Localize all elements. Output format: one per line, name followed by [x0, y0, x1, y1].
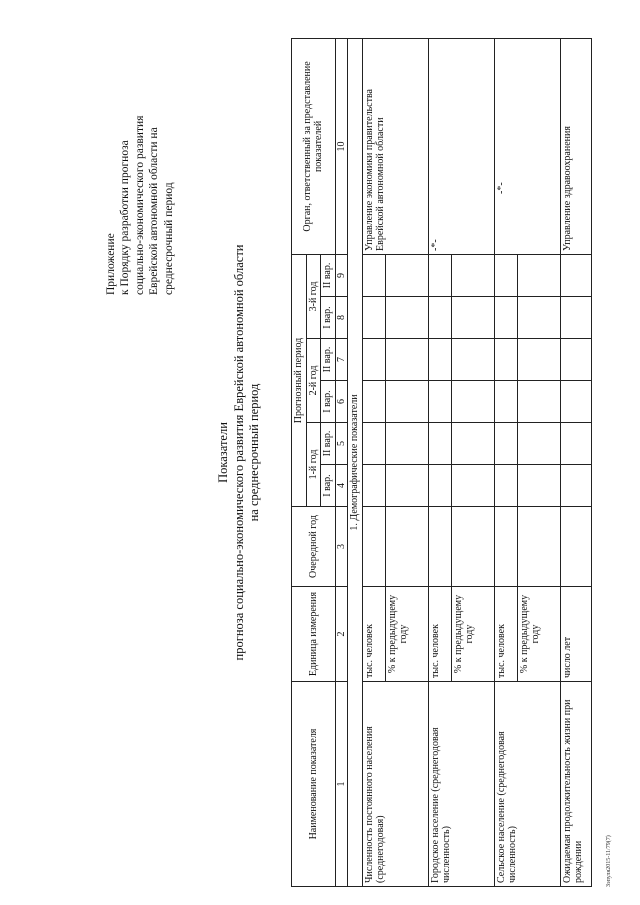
- header-next-year: Очередной год: [292, 507, 336, 587]
- appendix-line: Приложение: [105, 233, 117, 295]
- indicator-name: Численность постоянного населения (среднегодовая): [362, 682, 428, 887]
- organ-cell: -*-: [428, 38, 494, 254]
- unit-cell: тыс. человек: [494, 587, 517, 682]
- document-stamp: Зэпуля2015-11/79(7): [606, 835, 612, 887]
- header-year1: 1-й год: [306, 423, 321, 507]
- header-year3: 3-й год: [306, 254, 321, 338]
- header-variant: I вар.: [321, 465, 336, 507]
- column-number: 2: [335, 587, 348, 682]
- column-number: 9: [335, 254, 348, 296]
- unit-cell: % к предыдущему году: [385, 587, 428, 682]
- organ-cell: Управление экономики правительства Еврейской автономной области: [362, 38, 428, 254]
- header-year2: 2-й год: [306, 339, 321, 423]
- indicator-name: Городское население (среднегодовая численность): [428, 682, 494, 887]
- unit-cell: % к предыдущему году: [517, 587, 560, 682]
- section-row: [348, 38, 363, 886]
- unit-cell: число лет: [560, 587, 591, 682]
- column-number: 6: [335, 381, 348, 423]
- header-variant: II вар.: [321, 254, 336, 296]
- column-number: 8: [335, 297, 348, 339]
- unit-cell: % к предыдущему году: [451, 587, 494, 682]
- appendix-line: среднесрочный период: [162, 182, 175, 295]
- appendix-line: Еврейской автономной области на: [148, 127, 161, 295]
- column-number: 4: [335, 465, 348, 507]
- column-number: 10: [335, 38, 348, 254]
- indicators-table: [291, 38, 592, 887]
- document-title: Показатели: [216, 422, 230, 483]
- table-row: [494, 38, 517, 886]
- indicator-name: Сельское население (среднегодовая численность): [494, 682, 560, 887]
- table-row: [560, 38, 591, 886]
- column-number: 3: [335, 507, 348, 587]
- table-row: [428, 38, 451, 886]
- header-name: Наименование показателя: [292, 682, 336, 887]
- header-variant: I вар.: [321, 381, 336, 423]
- section-title: 1. Демографические показатели: [348, 38, 363, 886]
- appendix-line: к Порядку разработки прогноза: [119, 140, 132, 295]
- header-unit: Единица измерения: [292, 587, 336, 682]
- header-forecast: Прогнозный период: [292, 254, 307, 506]
- organ-cell: Управление здравоохранения: [560, 38, 591, 254]
- organ-cell: -*-: [494, 38, 560, 254]
- column-number: 7: [335, 339, 348, 381]
- appendix-note: [104, 55, 176, 295]
- header-variant: I вар.: [321, 297, 336, 339]
- appendix-line: социально-экономического развития: [133, 115, 146, 295]
- column-number-row: [335, 38, 348, 886]
- header-organ: Орган, ответственный за представление показателей: [292, 38, 336, 254]
- unit-cell: тыс. человек: [428, 587, 451, 682]
- indicator-name: Ожидаемая продолжительность жизни при рождении: [560, 682, 591, 887]
- table-row: [362, 38, 385, 886]
- header-variant: II вар.: [321, 339, 336, 381]
- document-subtitle: прогноза социально-экономического развития Еврейской автономной области: [232, 244, 246, 661]
- document-subtitle-period: на среднесрочный период: [247, 383, 261, 522]
- column-number: 1: [335, 682, 348, 887]
- unit-cell: тыс. человек: [362, 587, 385, 682]
- header-variant: II вар.: [321, 423, 336, 465]
- column-number: 5: [335, 423, 348, 465]
